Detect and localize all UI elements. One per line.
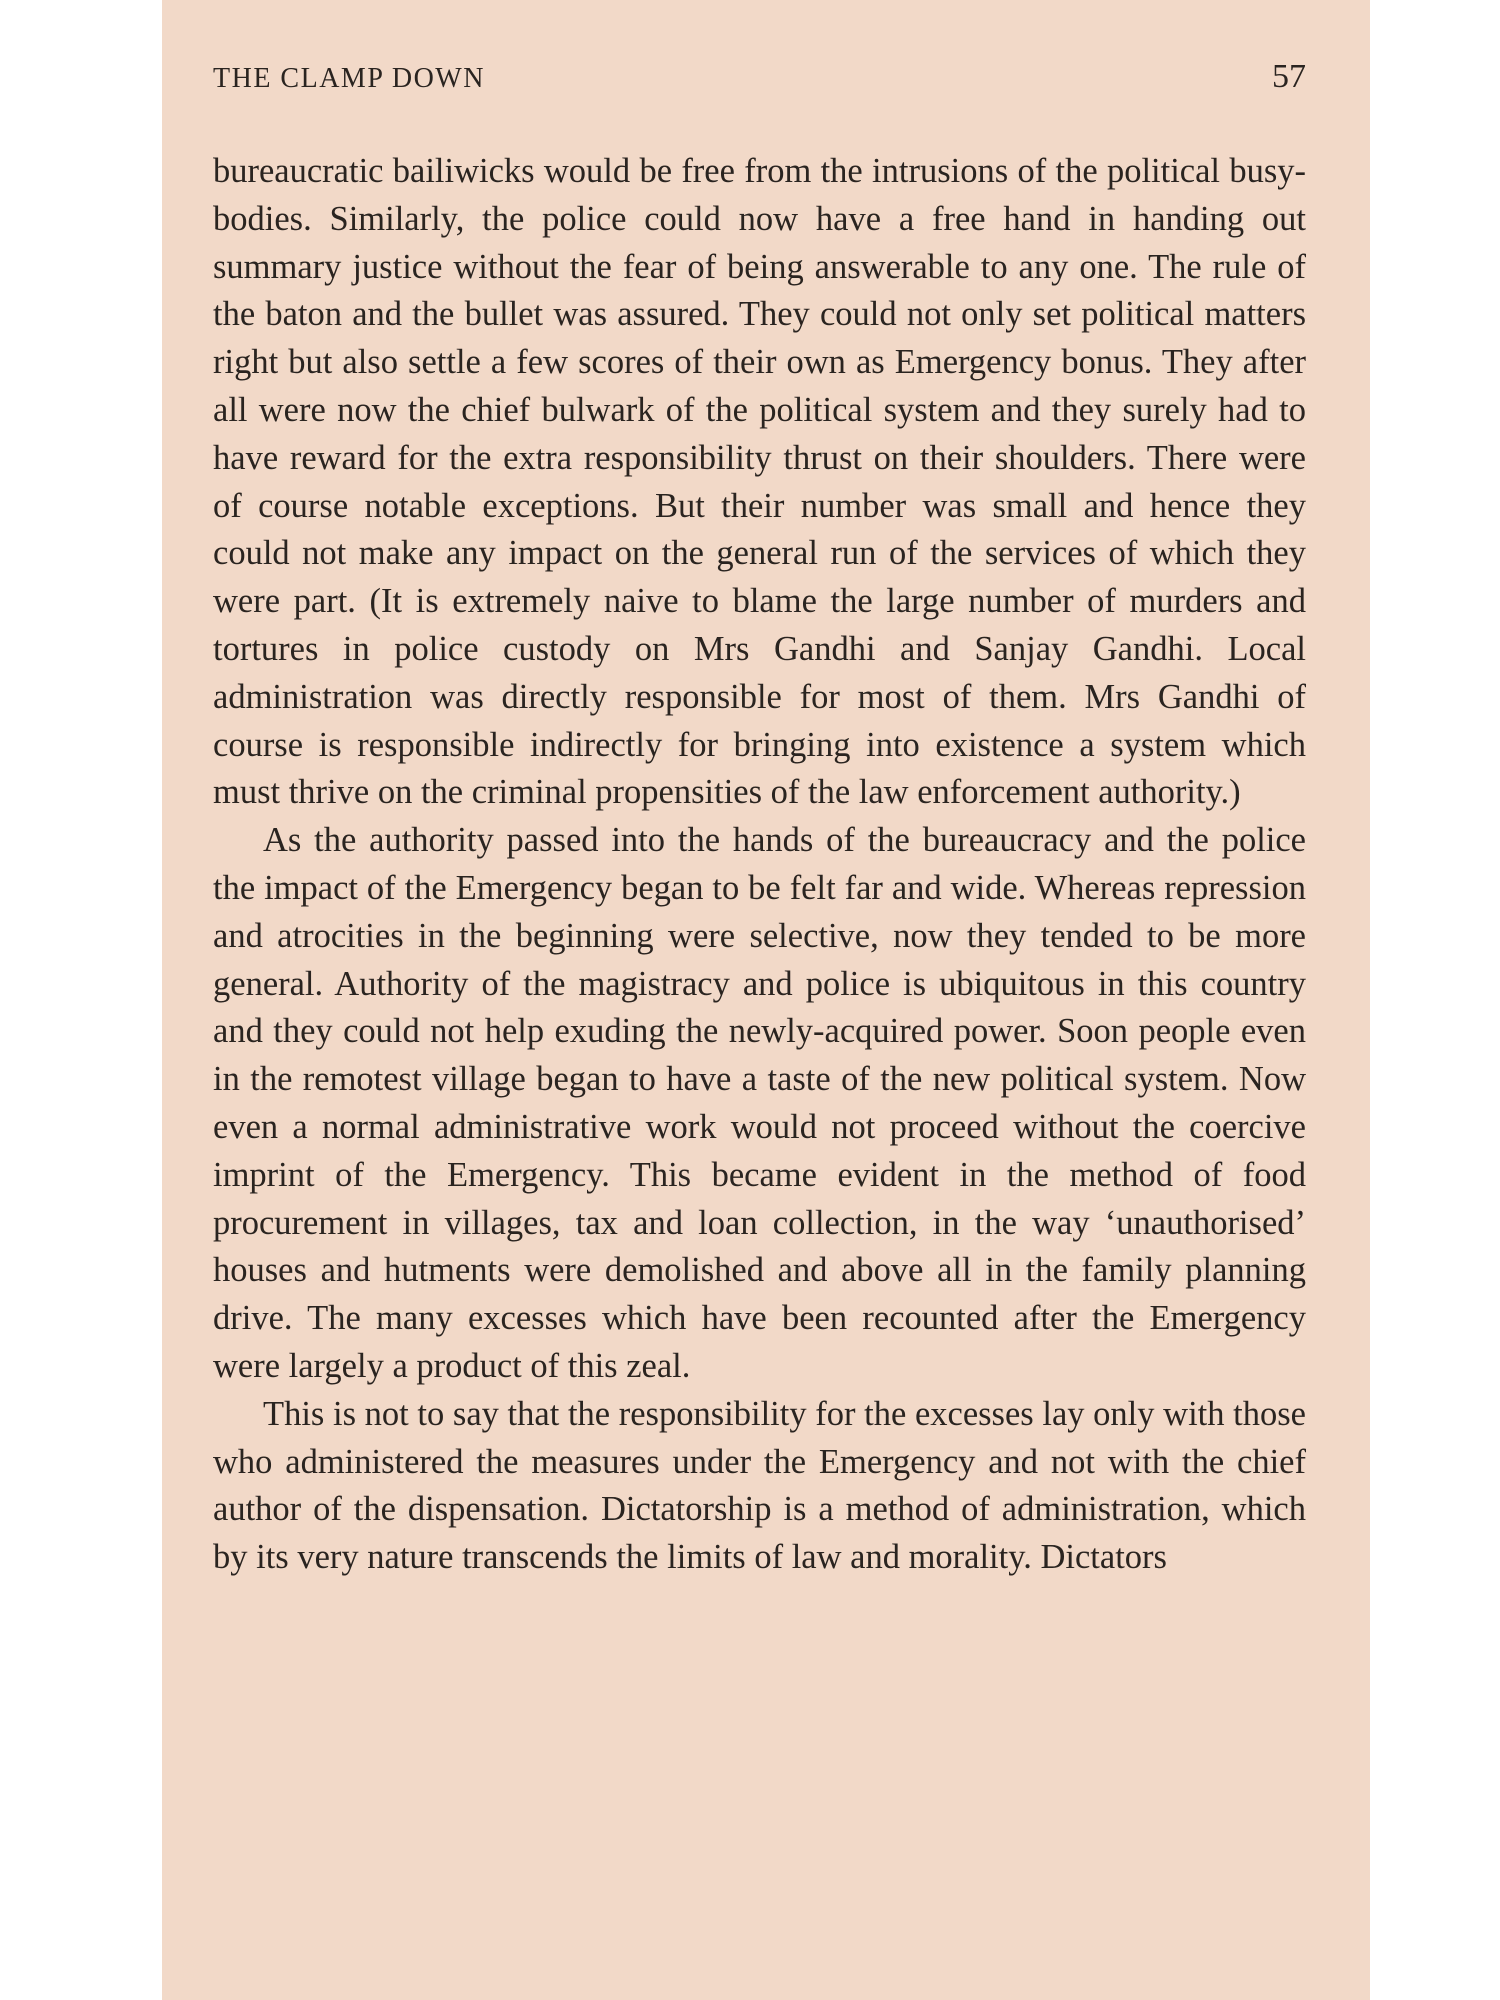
running-title: THE CLAMP DOWN xyxy=(213,63,485,94)
paragraph-3: This is not to say that the responsibility for the excesses lay only with those who administered the measures under the Emergency and not with the chief author of the dispensation. Dictatorship is a method of administration, which by its very nature transcends the limits of law and morality. Dictators xyxy=(213,1394,1306,1577)
running-head xyxy=(209,58,1306,108)
page-number: 57 xyxy=(1272,58,1306,95)
paragraph-2: As the authority passed into the hands of the bureaucracy and the police the impact of the Emergency began to be felt far and wide. Whereas repression and atrocities in the beginning were selective, now they tended to be more general. Authority of the magistracy and police is ubiquitous in this country and they could not help exuding the newly-acquired power. Soon people even in the remotest village began to have a taste of the new political system. Now even a normal administrative work would not proceed without the coercive imprint of the Emergency. This became evident in the method of food procurement in villages, tax and loan collection, in the way ‘unauthorised’ houses and hutments were demolished and above all in the family planning drive. The many excesses which have been recounted after the Emergency were largely a product of this zeal. xyxy=(213,821,1306,1385)
body-text xyxy=(209,148,1306,1582)
paragraph-1: bureaucratic bailiwicks would be free from the intrusions of the political busy-bodies. Similarly, the police could now have a free hand in handing out summary justice without the fear of being answerable to any one. The rule of the baton and the bullet was assured. They could not only set political matters right but also settle a few scores of their own as Emergency bonus. They after all were now the chief bulwark of the political system and they surely had to have reward for the extra responsibility thrust on their shoulders. There were of course notable exceptions. But their number was small and hence they could not make any impact on the general run of the services of which they were part. (It is extremely naive to blame the large number of murders and tortures in police custody on Mrs Gandhi and Sanjay Gandhi. Local administration was directly responsible for most of them. Mrs Gandhi of course is responsible indirectly for bringing into existence a system which must thrive on the criminal propensities of the law enforcement authority.) xyxy=(213,152,1306,812)
book-page xyxy=(162,0,1370,2000)
